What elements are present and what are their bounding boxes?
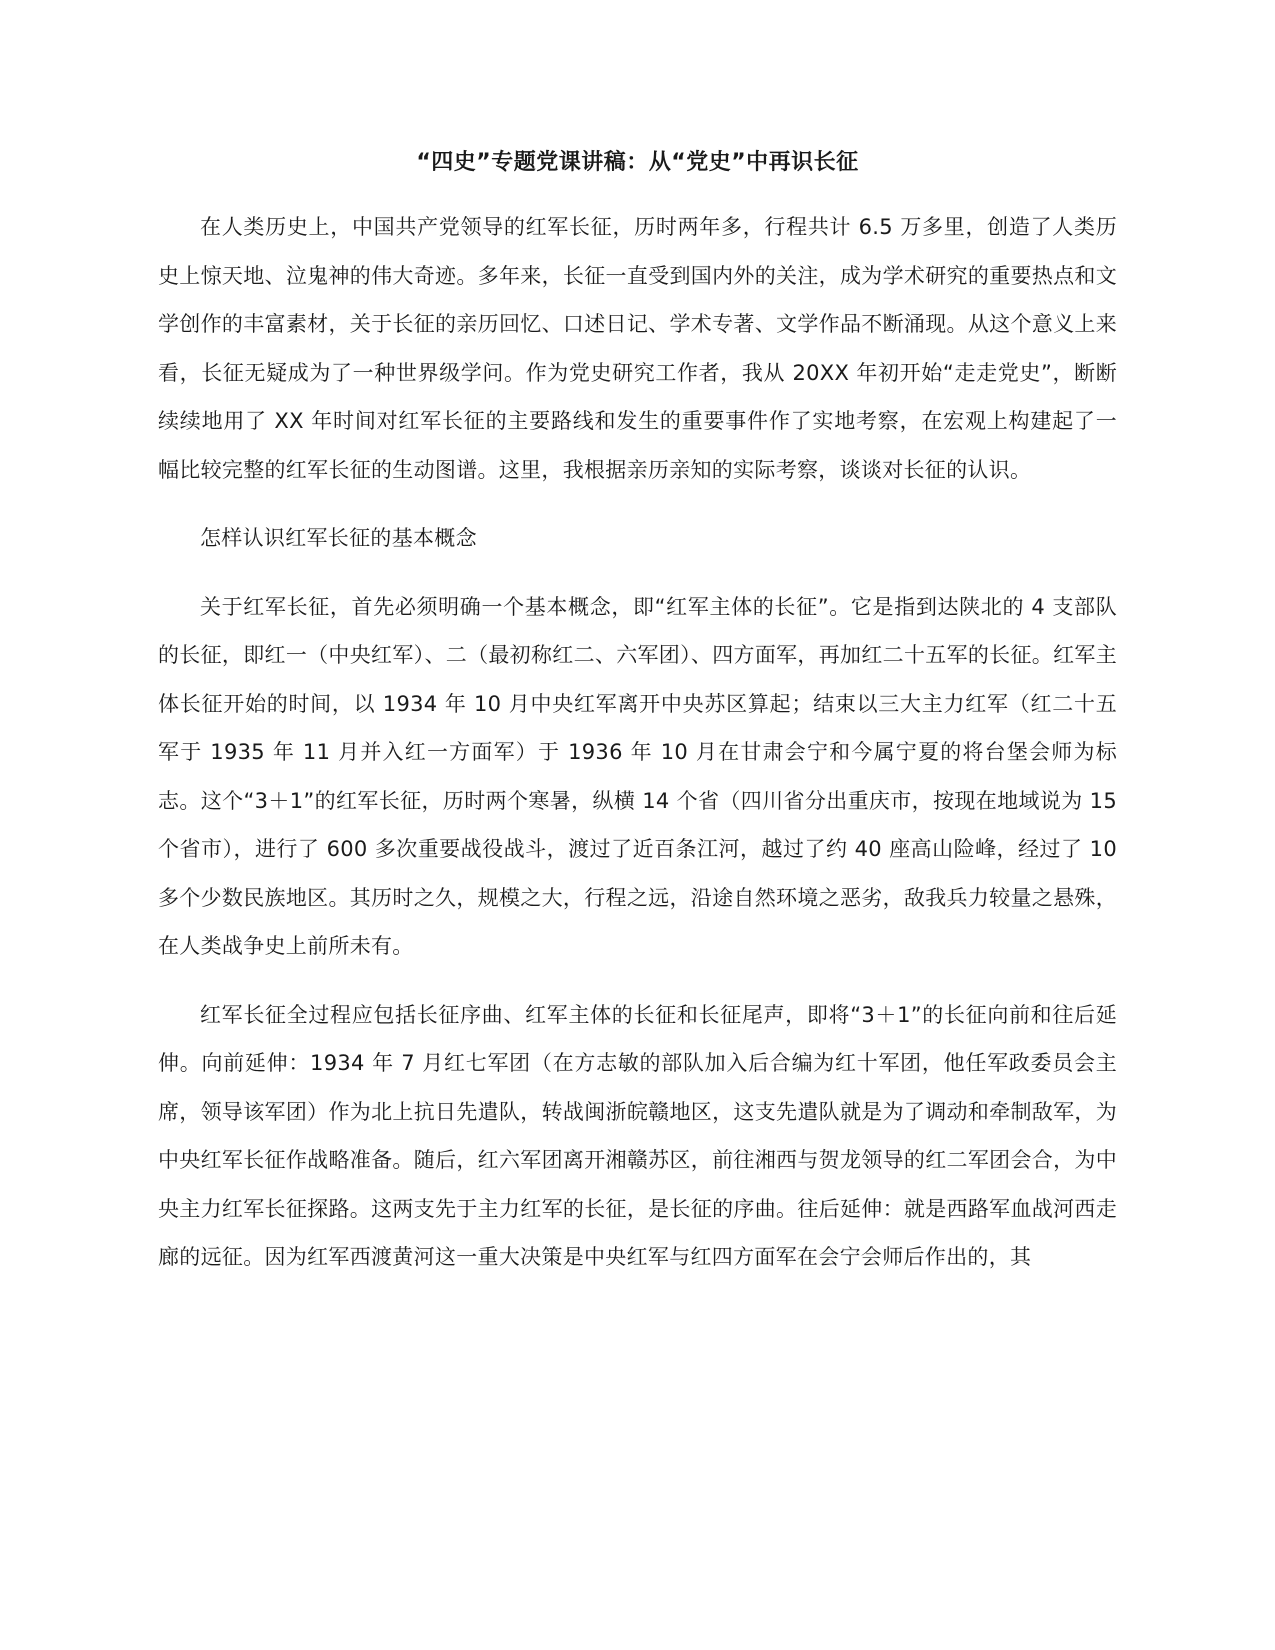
document-title: “四史”专题党课讲稿：从“党史”中再识长征 bbox=[416, 150, 859, 175]
paragraph-intro: 在人类历史上，中国共产党领导的红军长征，历时两年多，行程共计 6.5 万多里，创造了人类历史上惊天地、泣鬼神的伟大奇迹。多年来，长征一直受到国内外的关注，成为学术研究的重要热点和文学创作的丰富素材，关于长征的亲历回忆、口述日记、学术专著、文学作品不断涌现。从这个意义上来看，长征无疑成为了一种世界级学问。作为党史研究工作者，我从 20XX 年初开始“走走党史”，断断续续地用了 XX 年时间对红军长征的主要路线和发生的重要事件作了实地考察，在宏观上构建起了一幅比较完整的红军长征的生动图谱。这里，我根据亲历亲知的实际考察，谈谈对长征的认识。 bbox=[158, 215, 1117, 482]
document-body bbox=[158, 203, 1117, 1302]
paragraph-process: 红军长征全过程应包括长征序曲、红军主体的长征和长征尾声，即将“3＋1”的长征向前和往后延伸。向前延伸：1934 年 7 月红七军团（在方志敏的部队加入后合编为红十军团，他任军政委员会主席，领导该军团）作为北上抗日先遣队，转战闽浙皖赣地区，这支先遣队就是为了调动和牵制敌军，为中央红军长征作战略准备。随后，红六军团离开湘赣苏区，前往湘西与贺龙领导的红二军团会合，为中央主力红军长征探路。这两支先于主力红军的长征，是长征的序曲。往后延伸：就是西路军血战河西走廊的远征。因为红军西渡黄河这一重大决策是中央红军与红四方面军在会宁会师后作出的，其 bbox=[158, 1002, 1117, 1269]
paragraph-concept: 关于红军长征，首先必须明确一个基本概念，即“红军主体的长征”。它是指到达陕北的 4 支部队的长征，即红一（中央红军）、二（最初称红二、六军团）、四方面军，再加红二十五军的长征。红军主体长征开始的时间，以 1934 年 10 月中央红军离开中央苏区算起；结束以三大主力红军（红二十五军于 1935 年 11 月并入红一方面军）于 1936 年 10 月在甘肃会宁和今属宁夏的将台堡会师为标志。这个“3＋1”的红军长征，历时两个寒暑，纵横 14 个省（四川省分出重庆市，按现在地域说为 15 个省市），进行了 600 多次重要战役战斗，渡过了近百条江河，越过了约 40 座高山险峰，经过了 10 多个少数民族地区。其历时之久，规模之大，行程之远，沿途自然环境之恶劣，敌我兵力较量之悬殊，在人类战争史上前所未有。 bbox=[158, 594, 1117, 958]
section-heading: 怎样认识红军长征的基本概念 bbox=[200, 526, 477, 550]
